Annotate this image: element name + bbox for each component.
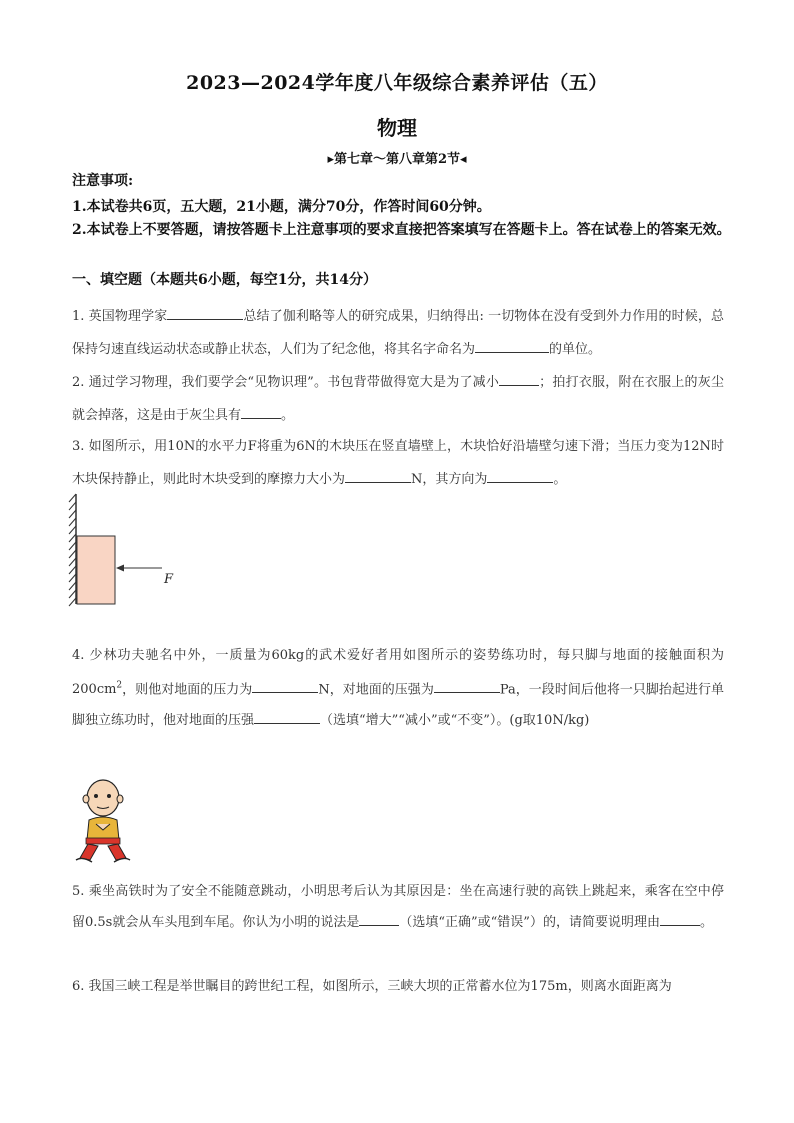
notice-heading: 注意事项: <box>72 173 134 189</box>
answer-blank[interactable] <box>254 709 320 724</box>
question-3: 3. 如图所示，用10N的水平力F将重为6N的木块压在竖直墙壁上，木块恰好沿墙壁匀速下滑；当压力变为12N时木块保持静止，则此时木块受到的摩擦力大小为 N，其方向为 。 <box>72 439 724 487</box>
wall-block-figure <box>66 492 196 612</box>
question-number: 2. <box>72 375 85 390</box>
question-number: 1. <box>72 309 85 324</box>
notice-item-1: 1.本试卷共6页，五大题，21小题，满分70分，作答时间60分钟。 <box>72 199 491 215</box>
question-2: 2. 通过学习物理，我们要学会“见物识理”。书包背带做得宽大是为了减小 ；拍打衣服，附在衣服上的灰尘就会掉落，这是由于灰尘具有 。 <box>72 366 724 432</box>
answer-blank[interactable] <box>487 468 553 483</box>
answer-blank[interactable] <box>660 911 700 926</box>
question-number: 4. <box>72 648 85 663</box>
answer-blank[interactable] <box>167 305 243 320</box>
answer-blank[interactable] <box>434 678 500 693</box>
section-1-heading: 一、填空题（本题共6小题，每空1分，共14分） <box>72 272 377 288</box>
force-label: F <box>164 572 174 587</box>
notice-item-2: 2.本试卷上不要答题，请按答题卡上注意事项的要求直接把答案填写在答题卡上。答在试卷上的答案无效。 <box>72 222 731 238</box>
exam-title: 2023—2024学年度八年级综合素养评估（五） <box>186 72 608 94</box>
question-1: 1. 英国物理学家 总结了伽利略等人的研究成果，归纳得出: 一切物体在没有受到外力作用的时候，总保持匀速直线运动状态或静止状态，人们为了纪念他，将其名字命名为 的单位。 <box>72 300 724 366</box>
contact-area: $200cm^2$ <box>72 681 123 698</box>
chapter-range: ▸第七章～第八章第2节◂ <box>327 152 467 167</box>
wall-hatch <box>69 494 76 606</box>
answer-blank[interactable] <box>475 338 549 353</box>
answer-blank[interactable] <box>359 911 399 926</box>
question-number: 5. <box>72 884 85 899</box>
subject-title: 物理 <box>377 116 417 140</box>
question-number: 3. <box>72 439 85 454</box>
arrow-head-icon <box>116 565 124 572</box>
answer-blank[interactable] <box>345 468 411 483</box>
question-number: 6. <box>72 979 85 994</box>
question-6: 6. 我国三峡工程是举世瞩目的跨世纪工程，如图所示，三峡大坝的正常蓄水位为175m，则离水面距离为 <box>72 979 672 994</box>
answer-blank[interactable] <box>252 678 318 693</box>
kungfu-boy-illustration <box>72 776 134 868</box>
wooden-block <box>77 536 115 604</box>
answer-blank[interactable] <box>241 404 281 419</box>
answer-blank[interactable] <box>499 371 539 386</box>
question-4: 4. 少林功夫驰名中外，一质量为60kg的武术爱好者用如图所示的姿势练功时，每只脚与地面的接触面积为 $200cm^2$，则他对地面的压力为 N，对地面的压强为 Pa，一段时间后他将一只脚抬起进行单脚独立练功时，他对地面的压强 （选填“增大”“减小”或“不变”）。(g取10N/kg) <box>72 648 724 729</box>
question-5: 5. 乘坐高铁时为了安全不能随意跳动，小明思考后认为其原因是：坐在高速行驶的高铁上跳起来，乘客在空中停留0.5s就会从车头甩到车尾。你认为小明的说法是 （选填“正确”或“错误”）的，请简要说明理由 。 <box>72 884 724 930</box>
